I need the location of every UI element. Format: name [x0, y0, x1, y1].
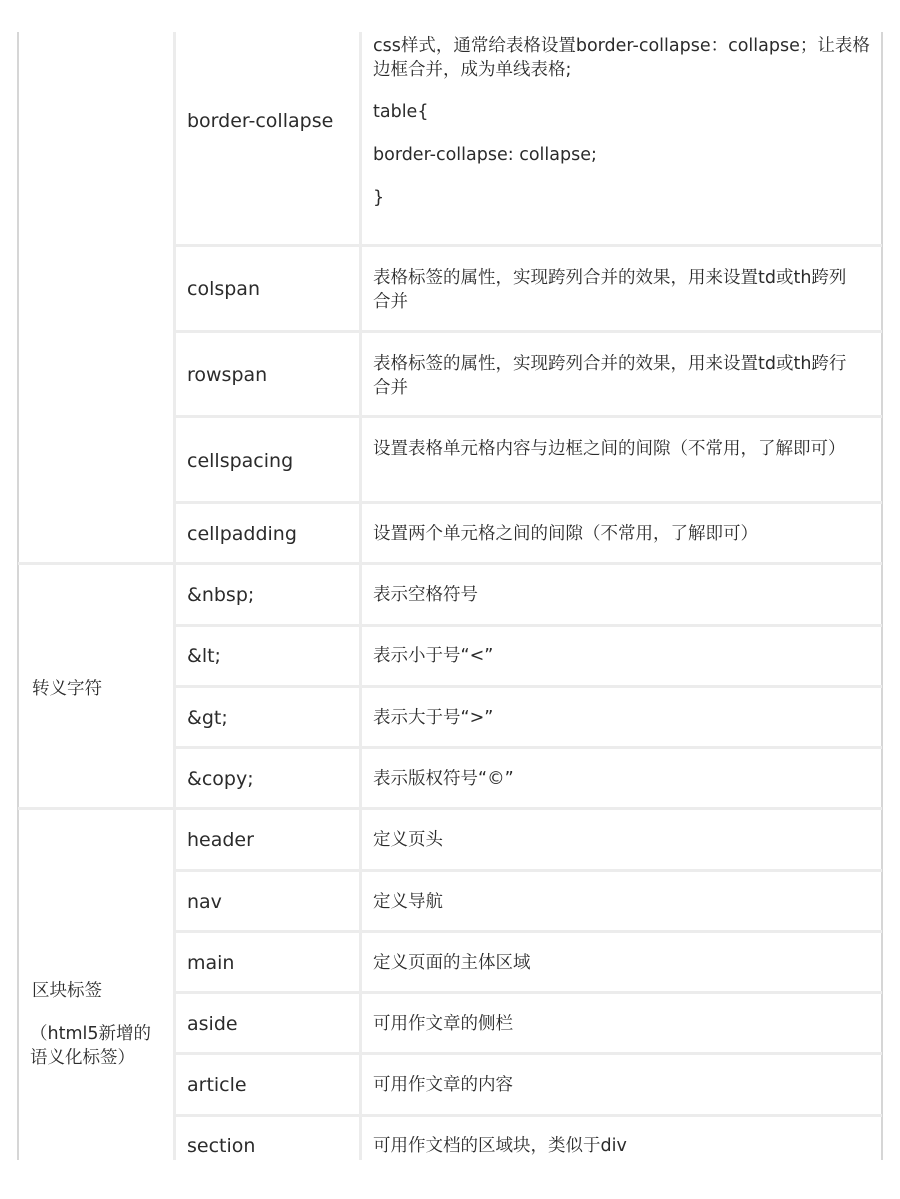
row-divider	[174, 244, 882, 247]
attr-description: 设置两个单元格之间的间隙（不常用，了解即可）	[373, 524, 758, 544]
attr-description: 设置表格单元格内容与边框之间的间隙（不常用，了解即可）	[373, 439, 846, 459]
attr-description	[373, 34, 873, 210]
tag-description: 可用作文章的内容	[373, 1075, 513, 1095]
entity-description: 表示版权符号“©”	[373, 769, 514, 789]
row-divider	[174, 746, 882, 749]
entity-description: 表示空格符号	[373, 585, 478, 605]
category-note: （html5新增的语义化标签）	[30, 1024, 151, 1068]
tag-description: 定义导航	[373, 892, 443, 912]
tag-description: 定义页面的主体区域	[373, 953, 531, 973]
attr-description: 表格标签的属性，实现跨列合并的效果，用来设置td或th跨行合并	[373, 354, 847, 398]
tag-name: aside	[187, 1013, 238, 1035]
row-divider	[174, 869, 882, 872]
tag-name: main	[187, 952, 235, 974]
attr-description: 表格标签的属性，实现跨列合并的效果，用来设置td或th跨列合并	[373, 268, 847, 312]
row-divider	[174, 991, 882, 994]
tag-description: 可用作文章的侧栏	[373, 1014, 513, 1034]
row-divider	[174, 930, 882, 933]
row-divider	[174, 501, 882, 504]
category-label: 区块标签	[32, 981, 102, 1001]
table-left-border	[17, 32, 19, 1160]
attr-name: colspan	[187, 278, 260, 300]
entity-name: &copy;	[187, 768, 254, 790]
desc-line: border-collapse: collapse;	[373, 145, 597, 165]
row-divider	[174, 624, 882, 627]
entity-name: &lt;	[187, 645, 221, 667]
attr-name: cellspacing	[187, 450, 294, 472]
entity-description: 表示小于号“<”	[373, 646, 494, 666]
category-label: 转义字符	[32, 679, 102, 699]
row-divider	[174, 330, 882, 333]
tag-name: article	[187, 1074, 247, 1096]
entity-name: &gt;	[187, 707, 228, 729]
entity-description: 表示大于号“>”	[373, 708, 494, 728]
tag-name: nav	[187, 891, 222, 913]
tag-name: header	[187, 829, 254, 851]
tag-description: 可用作文档的区域块，类似于div	[373, 1136, 627, 1156]
desc-line: css样式，通常给表格设置border-collapse：collapse；让表格边框合并，成为单线表格;	[373, 36, 870, 80]
section-divider	[18, 807, 882, 810]
attr-name: cellpadding	[187, 523, 297, 545]
attr-name: rowspan	[187, 364, 268, 386]
desc-line: }	[373, 188, 385, 208]
row-divider	[174, 415, 882, 418]
row-divider	[174, 1114, 882, 1117]
tag-name: section	[187, 1135, 256, 1157]
tag-description: 定义页头	[373, 830, 443, 850]
row-divider	[174, 685, 882, 688]
row-divider	[174, 1052, 882, 1055]
entity-name: &nbsp;	[187, 584, 255, 606]
desc-line: table{	[373, 102, 429, 122]
section-divider	[18, 562, 882, 565]
attr-name: border-collapse	[187, 110, 334, 132]
